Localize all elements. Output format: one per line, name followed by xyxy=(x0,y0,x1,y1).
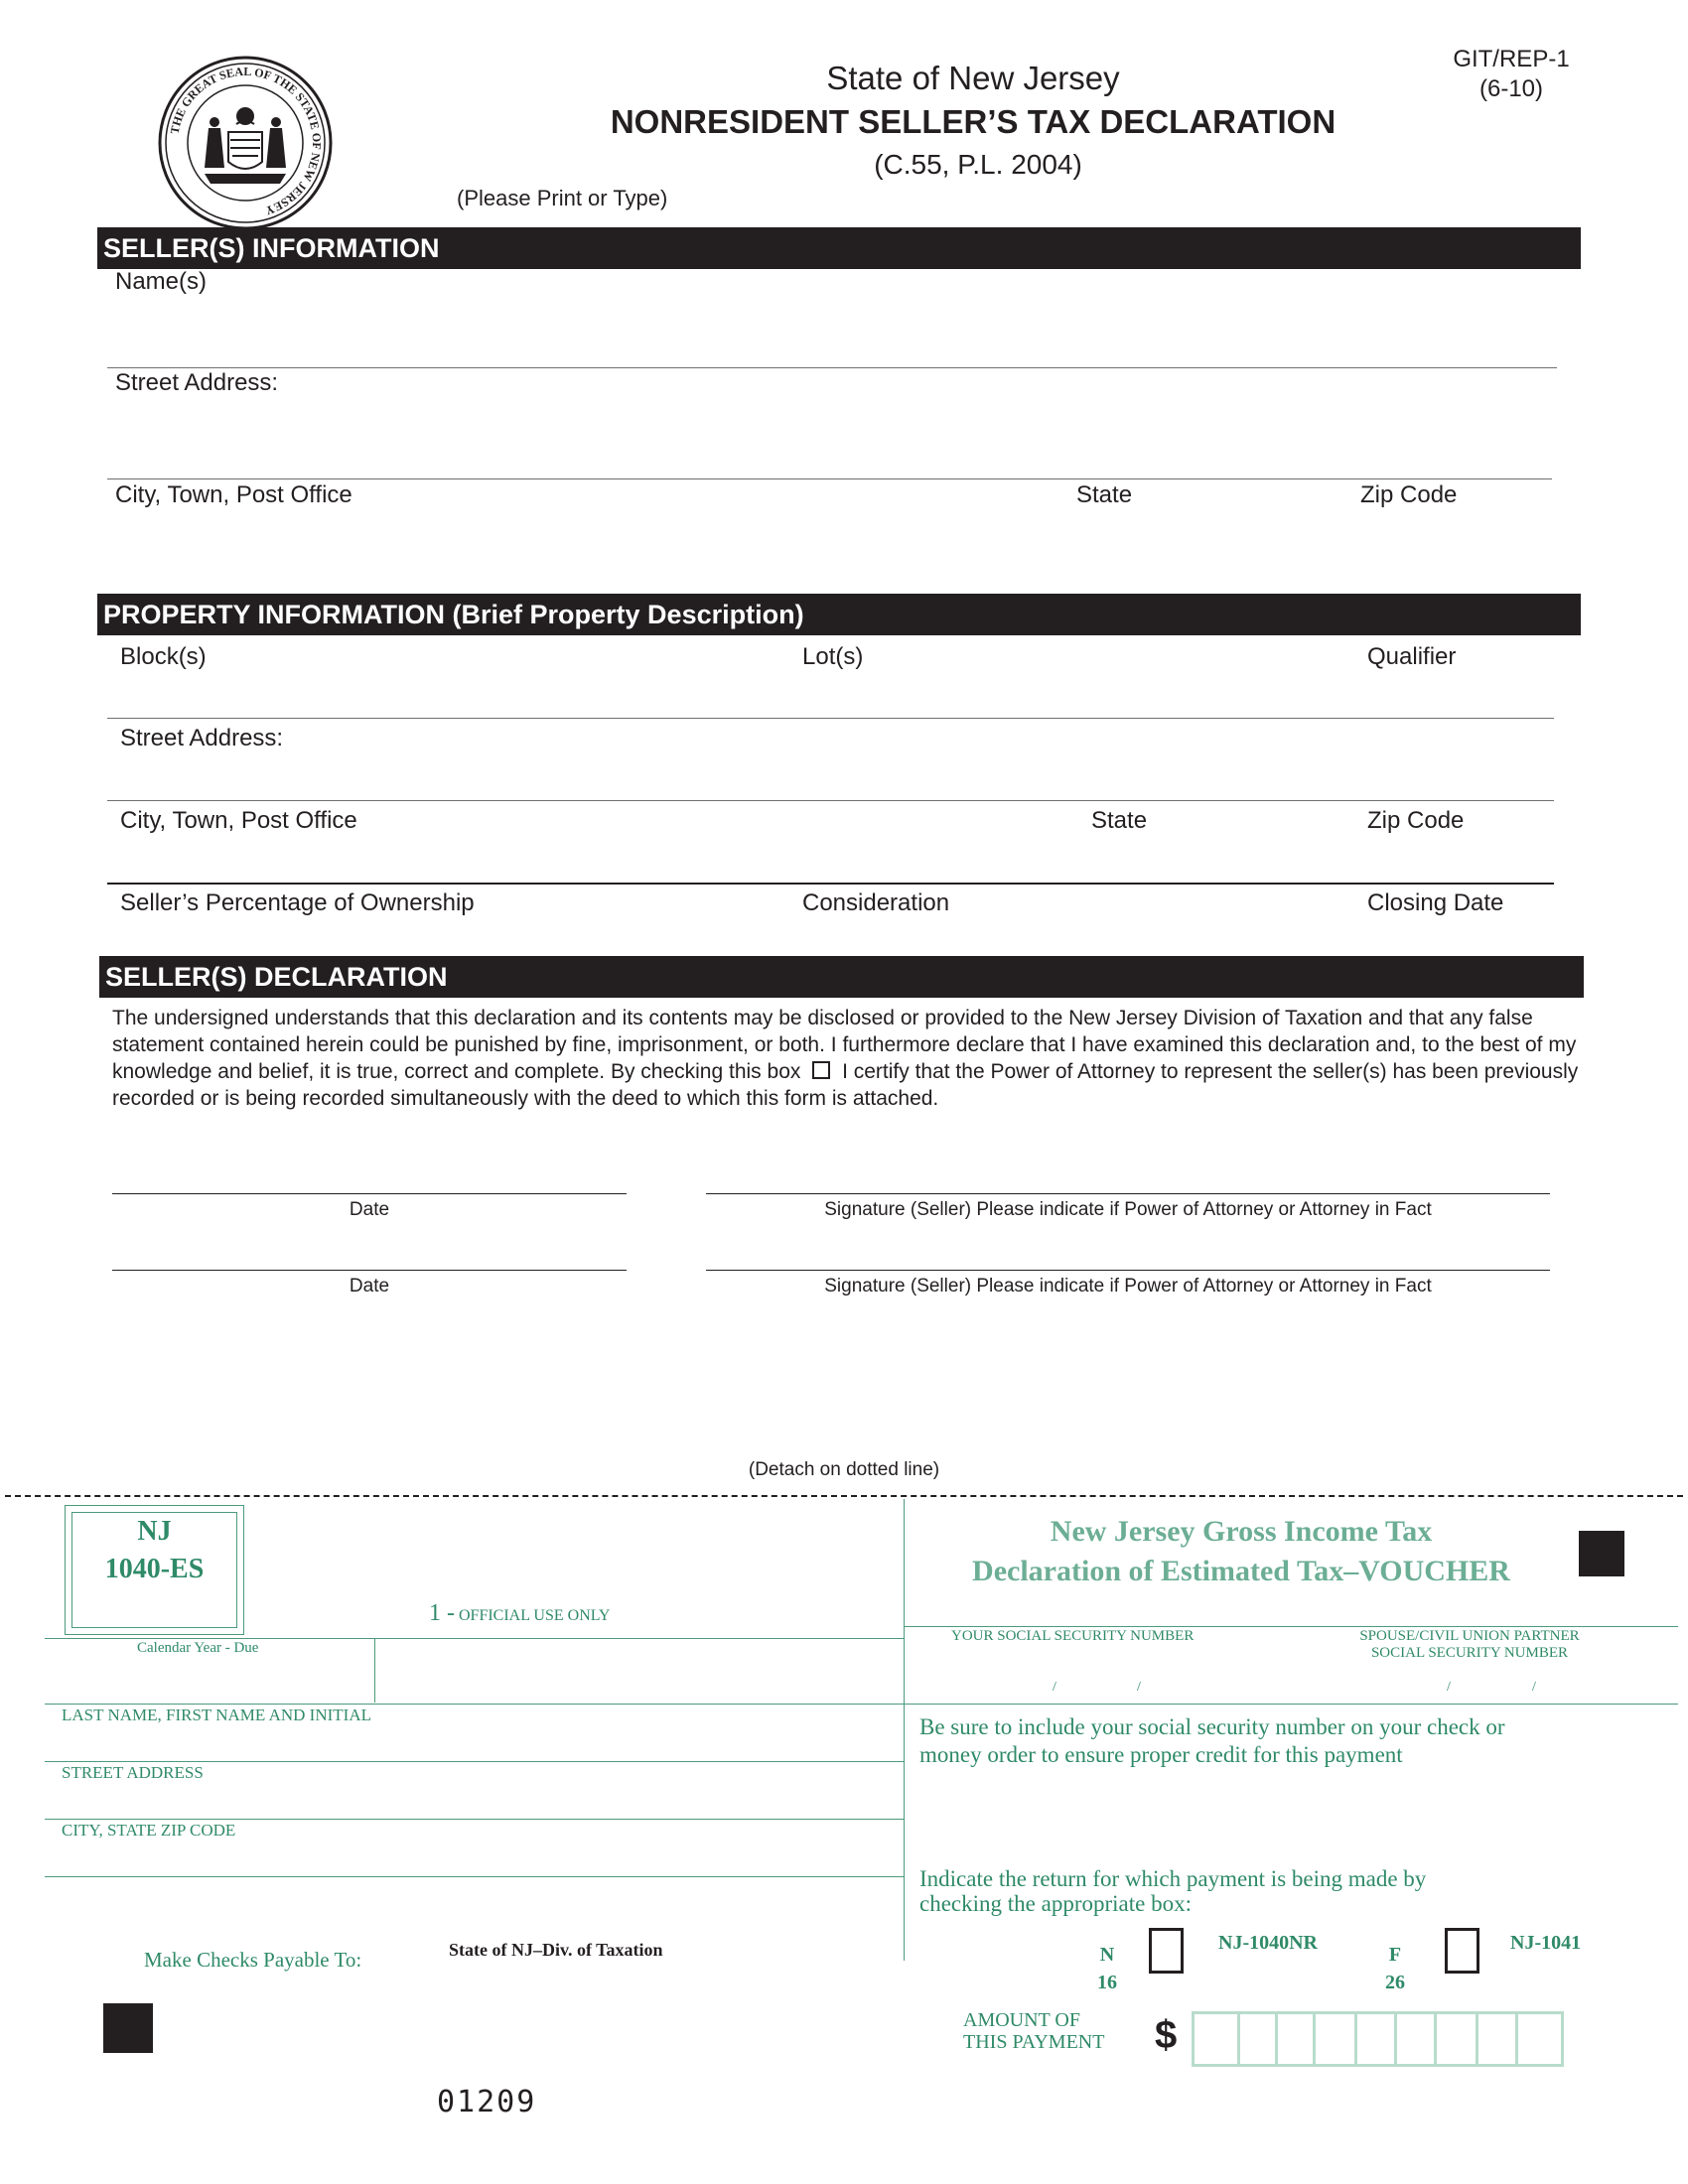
dollar-sign: $ xyxy=(1155,2013,1178,2057)
seller-city-label: City, Town, Post Office xyxy=(115,481,352,508)
seller-zip-field[interactable] xyxy=(1355,514,1554,584)
calendar-label: Calendar Year - Due xyxy=(137,1640,259,1656)
date-line-2[interactable] xyxy=(112,1270,627,1271)
name-label: LAST NAME, FIRST NAME AND INITIAL xyxy=(62,1706,371,1724)
ssn-header-line xyxy=(904,1626,1678,1627)
ssn-field[interactable]: / / xyxy=(1053,1680,1141,1695)
property-info-heading: PROPERTY INFORMATION (Brief Property Description) xyxy=(97,594,1581,635)
voucher-title-line1: New Jersey Gross Income Tax xyxy=(1050,1515,1433,1548)
registration-mark-bottom xyxy=(103,2003,153,2053)
property-city-field[interactable] xyxy=(107,839,1060,879)
property-zip-label: Zip Code xyxy=(1367,807,1465,834)
opt2-code xyxy=(1380,1941,1410,1996)
lot-label: Lot(s) xyxy=(802,643,864,670)
consideration-label: Consideration xyxy=(802,889,950,916)
voucher-title-line2: Declaration of Estimated Tax–VOUCHER xyxy=(972,1555,1510,1587)
payable-value: State of NJ–Div. of Taxation xyxy=(449,1940,663,1960)
seller-zip-label: Zip Code xyxy=(1360,481,1458,508)
property-street-underline xyxy=(107,800,1554,801)
seller-info-heading: SELLER(S) INFORMATION xyxy=(97,227,1581,269)
ownership-label: Seller’s Percentage of Ownership xyxy=(120,889,475,916)
ssn-label: YOUR SOCIAL SECURITY NUMBER xyxy=(951,1628,1195,1644)
indicate-return-note xyxy=(919,1866,1426,1916)
lot-field[interactable] xyxy=(794,675,1350,715)
opt2-code-top: F xyxy=(1388,1944,1402,1966)
qualifier-label: Qualifier xyxy=(1367,643,1457,670)
amount-label xyxy=(963,2009,1104,2053)
official-use-label xyxy=(429,1600,610,1627)
seller-street-field[interactable] xyxy=(107,401,1552,477)
opt1-code xyxy=(1092,1941,1122,1996)
indicate-line2: checking the appropriate box: xyxy=(919,1891,1192,1916)
official-use-text: OFFICIAL USE ONLY xyxy=(459,1607,611,1624)
seller-state-label: State xyxy=(1076,481,1133,508)
closing-date-label: Closing Date xyxy=(1367,889,1504,916)
voucher-divider xyxy=(904,1499,905,1961)
voucher-street-field[interactable] xyxy=(50,1783,899,1817)
nj-1040es-badge xyxy=(65,1505,244,1635)
names-underline xyxy=(107,367,1557,368)
opt1-code-top: N xyxy=(1099,1944,1115,1966)
block-underline xyxy=(107,718,1554,719)
ssn-note xyxy=(919,1713,1505,1769)
declaration-text-part2: I certify that the Power of Attorney to represent the seller(s) has been previously recorded or is being recorded simultaneously with the deed to which this form is attached. xyxy=(112,1060,1579,1110)
amount-line2: THIS PAYMENT xyxy=(963,2031,1105,2053)
seller-state-field[interactable] xyxy=(1072,514,1340,584)
detach-note: (Detach on dotted line) xyxy=(748,1459,940,1480)
opt2-label: NJ-1041 xyxy=(1510,1932,1582,1954)
calendar-divider xyxy=(374,1638,375,1703)
block-label: Block(s) xyxy=(120,643,207,670)
voucher-street-label: STREET ADDRESS xyxy=(62,1763,204,1782)
qualifier-field[interactable] xyxy=(1360,675,1554,715)
form-title: NONRESIDENT SELLER’S TAX DECLARATION xyxy=(610,103,1336,140)
nj-1040nr-checkbox[interactable] xyxy=(1149,1928,1184,1974)
date-label-2: Date xyxy=(349,1276,390,1297)
signature-label-1: Signature (Seller) Please indicate if Power of Attorney or Attorney in Fact xyxy=(824,1199,1432,1220)
payable-label: Make Checks Payable To: xyxy=(144,1948,362,1972)
statute-reference: (C.55, P.L. 2004) xyxy=(874,149,1082,180)
property-zip-field[interactable] xyxy=(1360,839,1554,879)
property-city-underline xyxy=(107,883,1554,885)
form-revision: (6-10) xyxy=(1478,75,1544,102)
opt1-code-bottom: 16 xyxy=(1097,1972,1117,1993)
poa-checkbox[interactable] xyxy=(812,1061,830,1079)
ssn-note-line2: money order to ensure proper credit for this payment xyxy=(919,1742,1403,1767)
amount-line1: AMOUNT OF xyxy=(963,2009,1080,2031)
names-label: Name(s) xyxy=(115,268,208,295)
property-city-label: City, Town, Post Office xyxy=(120,807,357,834)
property-street-field[interactable] xyxy=(107,756,1554,796)
detach-dotted-line xyxy=(5,1495,1683,1497)
state-name: State of New Jersey xyxy=(826,60,1120,96)
seller-city-field[interactable] xyxy=(107,514,1051,584)
badge-line2: 1040-ES xyxy=(104,1554,205,1584)
print-note: (Please Print or Type) xyxy=(457,186,668,210)
declaration-heading: SELLER(S) DECLARATION xyxy=(99,956,1584,998)
signature-line-2[interactable] xyxy=(706,1270,1550,1271)
indicate-line1: Indicate the return for which payment is being made by xyxy=(919,1866,1427,1891)
spouse-ssn-line2: SOCIAL SECURITY NUMBER xyxy=(1370,1645,1569,1661)
voucher-city-field[interactable] xyxy=(50,1841,899,1874)
form-code: 01209 xyxy=(437,2085,537,2119)
block-field[interactable] xyxy=(107,675,782,715)
date-label-1: Date xyxy=(349,1199,390,1220)
voucher-city-label: CITY, STATE ZIP CODE xyxy=(62,1821,236,1840)
property-state-label: State xyxy=(1091,807,1148,834)
seller-street-underline xyxy=(107,478,1552,479)
state-seal-icon xyxy=(157,55,334,231)
names-field[interactable] xyxy=(107,298,1557,365)
street-row-line xyxy=(45,1761,904,1762)
property-street-label: Street Address: xyxy=(120,725,284,751)
opt1-label: NJ-1040NR xyxy=(1218,1932,1318,1954)
signature-label-2: Signature (Seller) Please indicate if Power of Attorney or Attorney in Fact xyxy=(824,1276,1432,1297)
ssn-note-line1: Be sure to include your social security number on your check or xyxy=(919,1714,1505,1739)
registration-mark-top xyxy=(1579,1531,1624,1576)
calendar-row-line xyxy=(45,1638,904,1639)
signature-line-1[interactable] xyxy=(706,1193,1550,1194)
svg-text:THE GREAT SEAL OF THE STATE OF: THE GREAT SEAL OF THE STATE OF NEW JERSEY xyxy=(167,64,325,218)
badge-line1: NJ xyxy=(137,1516,172,1547)
official-use-field xyxy=(377,1640,902,1702)
calendar-year-field[interactable] xyxy=(45,1660,372,1700)
city-row-line xyxy=(45,1819,904,1820)
seller-street-label: Street Address: xyxy=(115,369,279,396)
name-field[interactable] xyxy=(50,1725,899,1759)
spouse-ssn-line1: SPOUSE/CIVIL UNION PARTNER xyxy=(1359,1628,1580,1644)
official-use-number: 1 - xyxy=(429,1600,455,1626)
nj-1041-checkbox[interactable] xyxy=(1445,1928,1479,1974)
form-id: GIT/REP-1 xyxy=(1453,46,1570,72)
state-seal xyxy=(157,55,334,231)
declaration-text-part1: The undersigned understands that this declaration and its contents may be disclosed or provided to the New Jersey Division of Taxation and that any false statement contained herein could be punished by fine, imprisonment, or both. I furthermore declare that I have examined this declaration and, to the best of my knowledge and belief, it is true, correct and complete. By checking this box xyxy=(112,1007,1577,1083)
address-bottom-line xyxy=(45,1876,904,1877)
spouse-ssn-label xyxy=(1321,1628,1618,1662)
spouse-ssn-field[interactable]: / / xyxy=(1447,1680,1536,1695)
date-line-1[interactable] xyxy=(112,1193,627,1194)
name-row-line xyxy=(45,1704,1678,1705)
declaration-text xyxy=(112,1005,1587,1112)
property-state-field[interactable] xyxy=(1082,839,1350,879)
amount-field[interactable] xyxy=(1192,2011,1564,2067)
opt2-code-bottom: 26 xyxy=(1385,1972,1405,1993)
